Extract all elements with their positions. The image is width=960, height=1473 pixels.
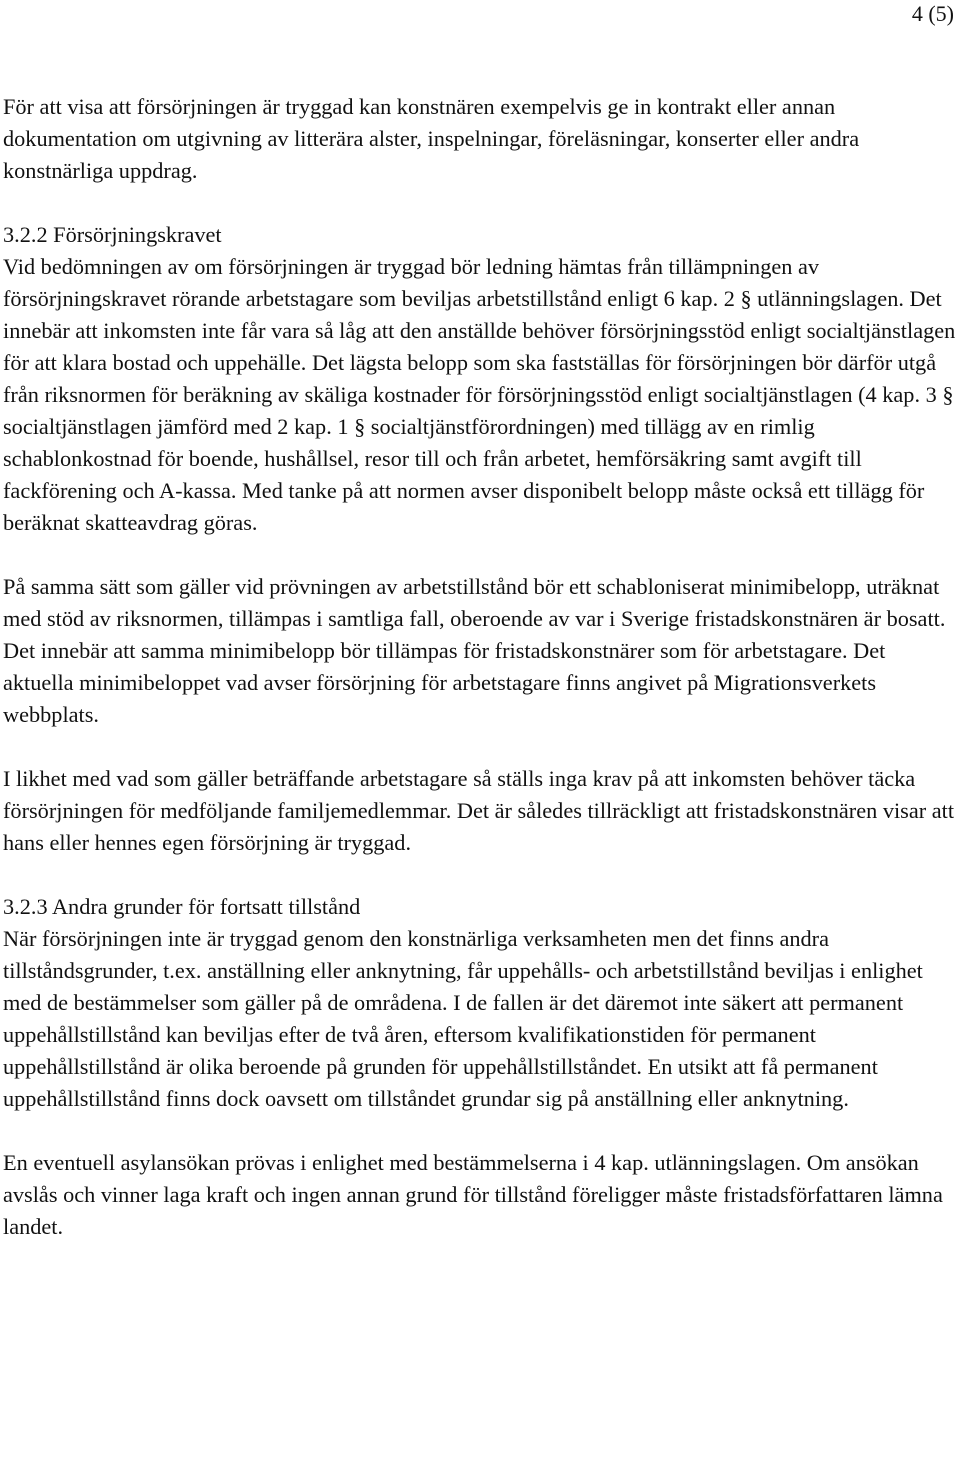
paragraph-intro: För att visa att försörjningen är tryggad kan konstnären exempelvis ge in kontrakt eller annan dokumentation om utgivning av litterära alster, inspelningar, föreläsningar, konserter eller andra konstnärliga uppdrag.: [3, 94, 860, 183]
page-number: 4 (5): [911, 1, 954, 26]
paragraph-forsorjningskravet: Vid bedömningen av om försörjningen är tryggad bör ledning hämtas från tillämpningen av försörjningskravet rörande arbetstagare som beviljas arbetstillstånd enligt 6 kap. 2 § utlänningslagen. Det innebär att inkomsten inte får vara så låg att den anställde behöver försörjningsstöd enligt socialtjänstlagen för att klara bostad och uppehälle. Det lägsta belopp som ska fastställas för försörjningen bör därför utgå från riksnormen för beräkning av skäliga kostnader för försörjningsstöd enligt socialtjänstlagen (4 kap. 3 § socialtjänstlagen jämförd med 2 kap. 1 § socialtjänstförordningen) med tillägg av en rimlig schablonkostnad för boende, hushållsel, resor till och från arbetet, hemförsäkring samt avgift till fackförening och A-kassa. Med tanke på att normen avser disponibelt belopp måste också ett tillägg för beräknat skatteavdrag göras.: [3, 254, 956, 535]
document-body: [3, 91, 958, 1243]
paragraph-family-members: I likhet med vad som gäller beträffande arbetstagare så ställs inga krav på att inkomsten behöver täcka försörjningen för medföljande familjemedlemmar. Det är således tillräckligt att fristadskonstnären visar att hans eller hennes egen försörjning är tryggad.: [3, 766, 955, 855]
section-3-2-2: [3, 219, 958, 539]
section-heading: 3.2.2 Försörjningskravet: [3, 222, 222, 247]
paragraph-other-grounds: När försörjningen inte är tryggad genom den konstnärliga verksamheten men det finns andra tillståndsgrunder, t.ex. anställning eller anknytning, får uppehålls- och arbetstillstånd beviljas i enlighet med de bestämmelser som gäller på de områdena. I de fallen är det däremot inte säkert att permanent uppehållstillstånd kan beviljas efter de två åren, eftersom kvalifikationstiden för permanent uppehållstillstånd är olika beroende på grunden för uppehållstillståndet. En utsikt att få permanent uppehållstillstånd finns dock oavsett om tillståndet grundar sig på anställning eller anknytning.: [3, 926, 923, 1111]
section-heading: 3.2.3 Andra grunder för fortsatt tillstånd: [3, 894, 361, 919]
paragraph-minimum-amount: På samma sätt som gäller vid prövningen av arbetstillstånd bör ett schabloniserat minimibelopp, uträknat med stöd av riksnormen, tillämpas i samtliga fall, oberoende av var i Sverige fristadskonstnären är bosatt. Det innebär att samma minimibelopp bör tillämpas för fristadskonstnärer som för arbetstagare. Det aktuella minimibeloppet vad avser försörjning för arbetstagare finns angivet på Migrationsverkets webbplats.: [3, 574, 946, 727]
section-3-2-3: [3, 891, 958, 1115]
paragraph-asylum: En eventuell asylansökan prövas i enlighet med bestämmelserna i 4 kap. utlänningslagen. Om ansökan avslås och vinner laga kraft och ingen annan grund för tillstånd föreligger måste fristadsförfattaren lämna landet.: [3, 1150, 943, 1239]
